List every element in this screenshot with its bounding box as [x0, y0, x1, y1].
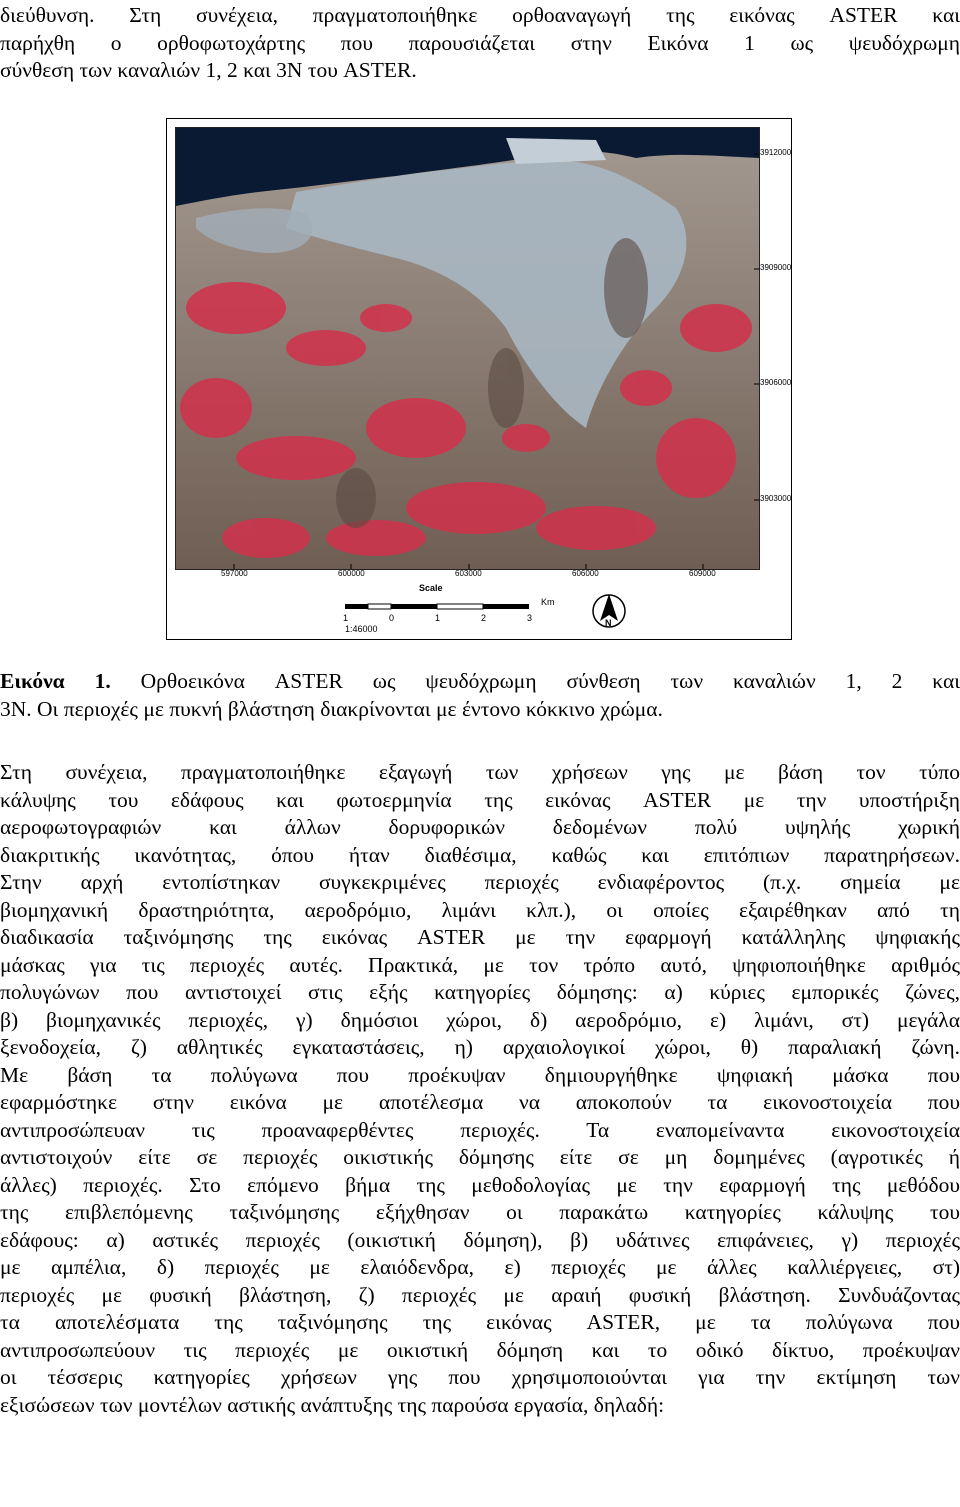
caption-label: Εικόνα 1.: [0, 669, 111, 693]
body-line: με αμπέλια, δ) περιοχές με ελαιόδενδρα, ε) περιοχές με άλλες καλλιέργειες, στ): [0, 1255, 960, 1279]
easting-label: 600000: [338, 569, 365, 578]
figure-orthoimage: [166, 118, 792, 640]
body-line: της επιβλεπόμενης ταξινόμησης εξήχθησαν οι παρακάτω κατηγορίες κάλυψης του: [0, 1200, 960, 1224]
body-line: αντιπροσωπεύουν τις περιοχές με οικιστική δόμηση και το οδικό δίκτυο, προέκυψαν: [0, 1337, 960, 1362]
scale-tick: 0: [389, 613, 395, 623]
body-paragraph: [0, 759, 960, 1419]
easting-label: 603000: [455, 569, 482, 578]
body-line: κάλυψης του εδάφους και φωτοερμηνία της εικόνας ASTER με την υποστήριξη: [0, 787, 960, 812]
body-line: οι τέσσερις κατηγορίες χρήσεων γης που χρησιμοποιούνται για την εκτίμηση των: [0, 1365, 960, 1389]
northing-label: 3906000: [760, 378, 792, 387]
body-line: μάσκας για τις περιοχές αυτές. Πρακτικά, με τον τρόπο αυτό, ψηφιοποιήθηκε αριθμός: [0, 952, 960, 977]
aster-false-color-image: [175, 127, 760, 570]
body-line: διακριτικής ικανότητας, όπου ήταν διαθέσιμα, καθώς και επιτόπιων παρατηρήσεων.: [0, 842, 960, 867]
scale-title: Scale: [419, 583, 443, 593]
easting-label: 609000: [689, 569, 716, 578]
scale-tick: 2: [481, 613, 487, 623]
body-line: ξενοδοχεία, ζ) αθλητικές εγκαταστάσεις, η) αρχαιολογικοί χώροι, θ) παραλιακή ζώνη.: [0, 1035, 960, 1059]
body-line: πολυγώνων που αντιστοιχεί στις εξής κατηγορίες δόμησης: α) κύριες εμπορικές ζώνες,: [0, 980, 960, 1004]
northing-label: 3903000: [760, 494, 792, 503]
body-line: αεροφωτογραφιών και άλλων δορυφορικών δεδομένων πολύ υψηλής χωρική: [0, 815, 960, 839]
scale-bar-graphic: [345, 601, 535, 613]
body-line: τα αποτελέσματα της ταξινόμησης της εικόνας ASTER, με τα πολύγωνα που: [0, 1310, 960, 1334]
harbor-area: [506, 138, 606, 164]
intro-line: διεύθυνση. Στη συνέχεια, πραγματοποιήθηκε ορθοαναγωγή της εικόνας ASTER και: [0, 3, 960, 27]
body-line: β) βιομηχανικές περιοχές, γ) δημόσιοι χώροι, δ) αεροδρόμιο, ε) λιμάνι, στ) μεγάλα: [0, 1007, 960, 1032]
body-line: εξισώσεων των μοντέλων αστικής ανάπτυξης της παρούσα εργασία, δηλαδή:: [0, 1392, 665, 1417]
caption-line-1: [0, 668, 960, 696]
body-line: εφαρμόστηκε στην εικόνα με αποτέλεσμα να αποκοπούν τα εικονοστοιχεία που: [0, 1090, 960, 1114]
body-line: άλλες) περιοχές. Στο επόμενο βήμα της μεθοδολογίας με την εφαρμογή της μεθόδου: [0, 1172, 960, 1197]
figure-caption: [0, 668, 960, 723]
satellite-image-render: [176, 128, 759, 569]
scale-ratio: 1:46000: [345, 624, 378, 634]
northing-label: 3909000: [760, 263, 792, 272]
body-line: Με βάση τα πολύγωνα που προέκυψαν δημιουργήθηκε ψηφιακή μάσκα που: [0, 1062, 960, 1087]
body-line: βιομηχανική δραστηριότητα, αεροδρόμιο, λιμάνι κλπ.), οι οποίες εξαιρέθηκαν από τη: [0, 897, 960, 922]
easting-label: 597000: [221, 569, 248, 578]
scale-unit: Km: [541, 597, 555, 607]
body-line: αντιπροσώπευαν τις προαναφερθέντες περιοχές. Τα εναπομείναντα εικονοστοιχεία: [0, 1117, 960, 1142]
north-arrow-icon: [591, 591, 627, 631]
caption-line-2: 3N. Οι περιοχές με πυκνή βλάστηση διακρίνονται με έντονο κόκκινο χρώμα.: [0, 696, 663, 721]
northing-label: 3912000: [760, 148, 792, 157]
intro-line: σύνθεση των καναλιών 1, 2 και 3N του ASTER.: [0, 58, 417, 82]
north-label: N: [605, 618, 612, 628]
body-line: Στην αρχή εντοπίστηκαν συγκεκριμένες περιοχές ενδιαφέροντος (π.χ. σημεία με: [0, 870, 960, 894]
body-line: αντιστοιχούν είτε σε περιοχές οικιστικής δόμησης είτε σε μη δομημένες (αγροτικές ή: [0, 1145, 960, 1169]
scale-tick: 3: [527, 613, 533, 623]
intro-line: παρήχθη ο ορθοφωτοχάρτης που παρουσιάζεται στην Εικόνα 1 ως ψευδόχρωμη: [0, 30, 960, 55]
scale-bar: [337, 583, 617, 635]
body-line: εδάφους: α) αστικές περιοχές (οικιστική δόμηση), β) υδάτινες επιφάνειες, γ) περιοχές: [0, 1227, 960, 1252]
scale-tick: 1: [343, 613, 349, 623]
body-line: διαδικασία ταξινόμησης της εικόνας ASTER με την εφαρμογή κατάλληλης ψηφιακής: [0, 925, 960, 949]
caption-text: Ορθοεικόνα ASTER ως ψευδόχρωμη σύνθεση των καναλιών 1, 2 και: [110, 669, 960, 693]
scale-tick: 1: [435, 613, 441, 623]
easting-label: 606000: [572, 569, 599, 578]
body-line: περιοχές με φυσική βλάστηση, ζ) περιοχές με αραιή φυσική βλάστηση. Συνδυάζοντας: [0, 1282, 960, 1307]
body-line: Στη συνέχεια, πραγματοποιήθηκε εξαγωγή των χρήσεων γης με βάση τον τύπο: [0, 760, 960, 784]
intro-paragraph: [0, 2, 960, 85]
